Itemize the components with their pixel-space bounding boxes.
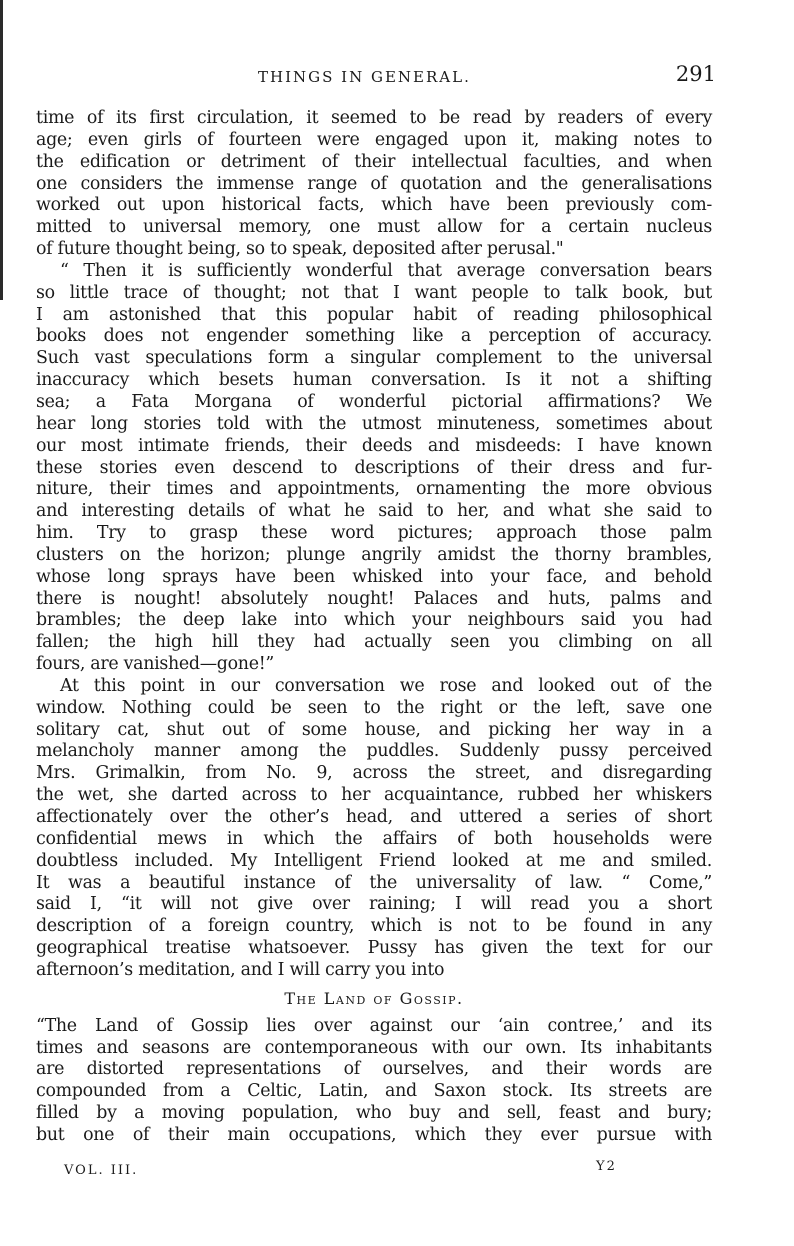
text-line: afternoon’s meditation, and I will carry you into: [36, 959, 445, 980]
page-number: 291: [675, 62, 716, 86]
text-line: these stories even descend to descriptions of their dress and fur-: [36, 457, 712, 478]
text-line: age; even girls of fourteen were engaged upon it, making notes to: [36, 129, 712, 150]
text-line: are distorted representations of ourselves, and their words are: [36, 1059, 712, 1080]
text-line: affectionately over the other’s head, and uttered a series of short: [36, 807, 712, 827]
text-line: and interesting details of what he said to her, and what she said to: [36, 501, 712, 522]
text-line: there is nought! absolutely nought! Palaces and huts, palms and: [36, 588, 712, 609]
text-line: “The Land of Gossip lies over against our ‘ain contree,’ and its: [36, 1015, 712, 1036]
text-line: doubtless included. My Intelligent Friend looked at me and smiled.: [36, 850, 712, 871]
text-line: At this point in our conversation we rose and looked out of the: [60, 675, 712, 696]
text-line: time of its first circulation, it seemed to be read by readers of every: [36, 108, 712, 128]
text-line: niture, their times and appointments, ornamenting the more obvious: [36, 479, 712, 500]
text-line: one considers the immense range of quotation and the generalisations: [36, 173, 712, 194]
text-line: whose long sprays have been whisked into your face, and behold: [36, 566, 712, 587]
text-line: sea; a Fata Morgana of wonderful pictorial affirmations? We: [36, 391, 712, 412]
body-text: [36, 108, 712, 1147]
volume-label: VOL. III.: [64, 1163, 139, 1178]
text-line: melancholy manner among the puddles. Suddenly pussy perceived: [36, 741, 712, 762]
paragraph-3: [36, 676, 712, 982]
running-title: THINGS IN GENERAL.: [258, 68, 471, 86]
text-line: but one of their main occupations, which they ever pursue with: [36, 1124, 712, 1145]
text-line: compounded from a Celtic, Latin, and Saxon stock. Its streets are: [36, 1081, 712, 1102]
text-line: I am astonished that this popular habit of reading philosophical: [36, 304, 712, 325]
text-line: the edification or detriment of their intellectual faculties, and when: [36, 151, 712, 172]
text-line: worked out upon historical facts, which have been previously com-: [36, 195, 712, 216]
text-line: description of a foreign country, which is not to be found in any: [36, 916, 712, 937]
page-footer: [64, 1159, 624, 1185]
running-head: [36, 62, 716, 92]
text-line: of future thought being, so to speak, deposited after perusal.": [36, 239, 564, 260]
text-line: books does not engender something like a perception of accuracy.: [36, 326, 712, 347]
text-line: It was a beautiful instance of the universality of law. “ Come,”: [36, 872, 712, 893]
text-line: geographical treatise whatsoever. Pussy has given the text for our: [36, 938, 712, 959]
text-line: filled by a moving population, who buy and sell, feast and bury;: [36, 1103, 712, 1124]
text-line: confidential mews in which the affairs of both households were: [36, 828, 712, 849]
text-line: times and seasons are contemporaneous with our own. Its inhabitants: [36, 1037, 712, 1058]
scan-edge-shadow: [0, 0, 3, 300]
signature-mark: Y2: [596, 1159, 617, 1174]
text-line: fours, are vanished—gone!”: [36, 654, 274, 675]
text-line: fallen; the high hill they had actually seen you climbing on all: [36, 632, 712, 653]
text-line: “ Then it is sufficiently wonderful that average conversation bears: [60, 260, 712, 281]
text-line: Mrs. Grimalkin, from No. 9, across the street, and disregarding: [36, 763, 712, 784]
paragraph-2: [36, 261, 712, 676]
text-line: Such vast speculations form a singular complement to the universal: [36, 348, 712, 369]
text-line: brambles; the deep lake into which your neighbours said you had: [36, 610, 712, 631]
paragraph-4: [36, 1016, 712, 1147]
text-line: window. Nothing could be seen to the right or the left, save one: [36, 697, 712, 718]
text-line: hear long stories told with the utmost minuteness, sometimes about: [36, 413, 712, 434]
text-line: clusters on the horizon; plunge angrily amidst the thorny brambles,: [36, 544, 712, 565]
text-line: solitary cat, shut out of some house, and picking her way in a: [36, 719, 712, 740]
text-line: said I, “it will not give over raining; I will read you a short: [36, 894, 712, 915]
text-line: mitted to universal memory, one must allow for a certain nucleus: [36, 217, 712, 238]
text-line: so little trace of thought; not that I want people to talk book, but: [36, 282, 712, 303]
paragraph-1: [36, 108, 712, 261]
text-line: him. Try to grasp these word pictures; approach those palm: [36, 523, 712, 544]
text-line: our most intimate friends, their deeds and misdeeds: I have known: [36, 435, 712, 456]
section-heading: The Land of Gossip.: [284, 988, 464, 1008]
text-line: inaccuracy which besets human conversation. Is it not a shifting: [36, 370, 712, 391]
text-line: the wet, she darted across to her acquaintance, rubbed her whiskers: [36, 785, 712, 806]
